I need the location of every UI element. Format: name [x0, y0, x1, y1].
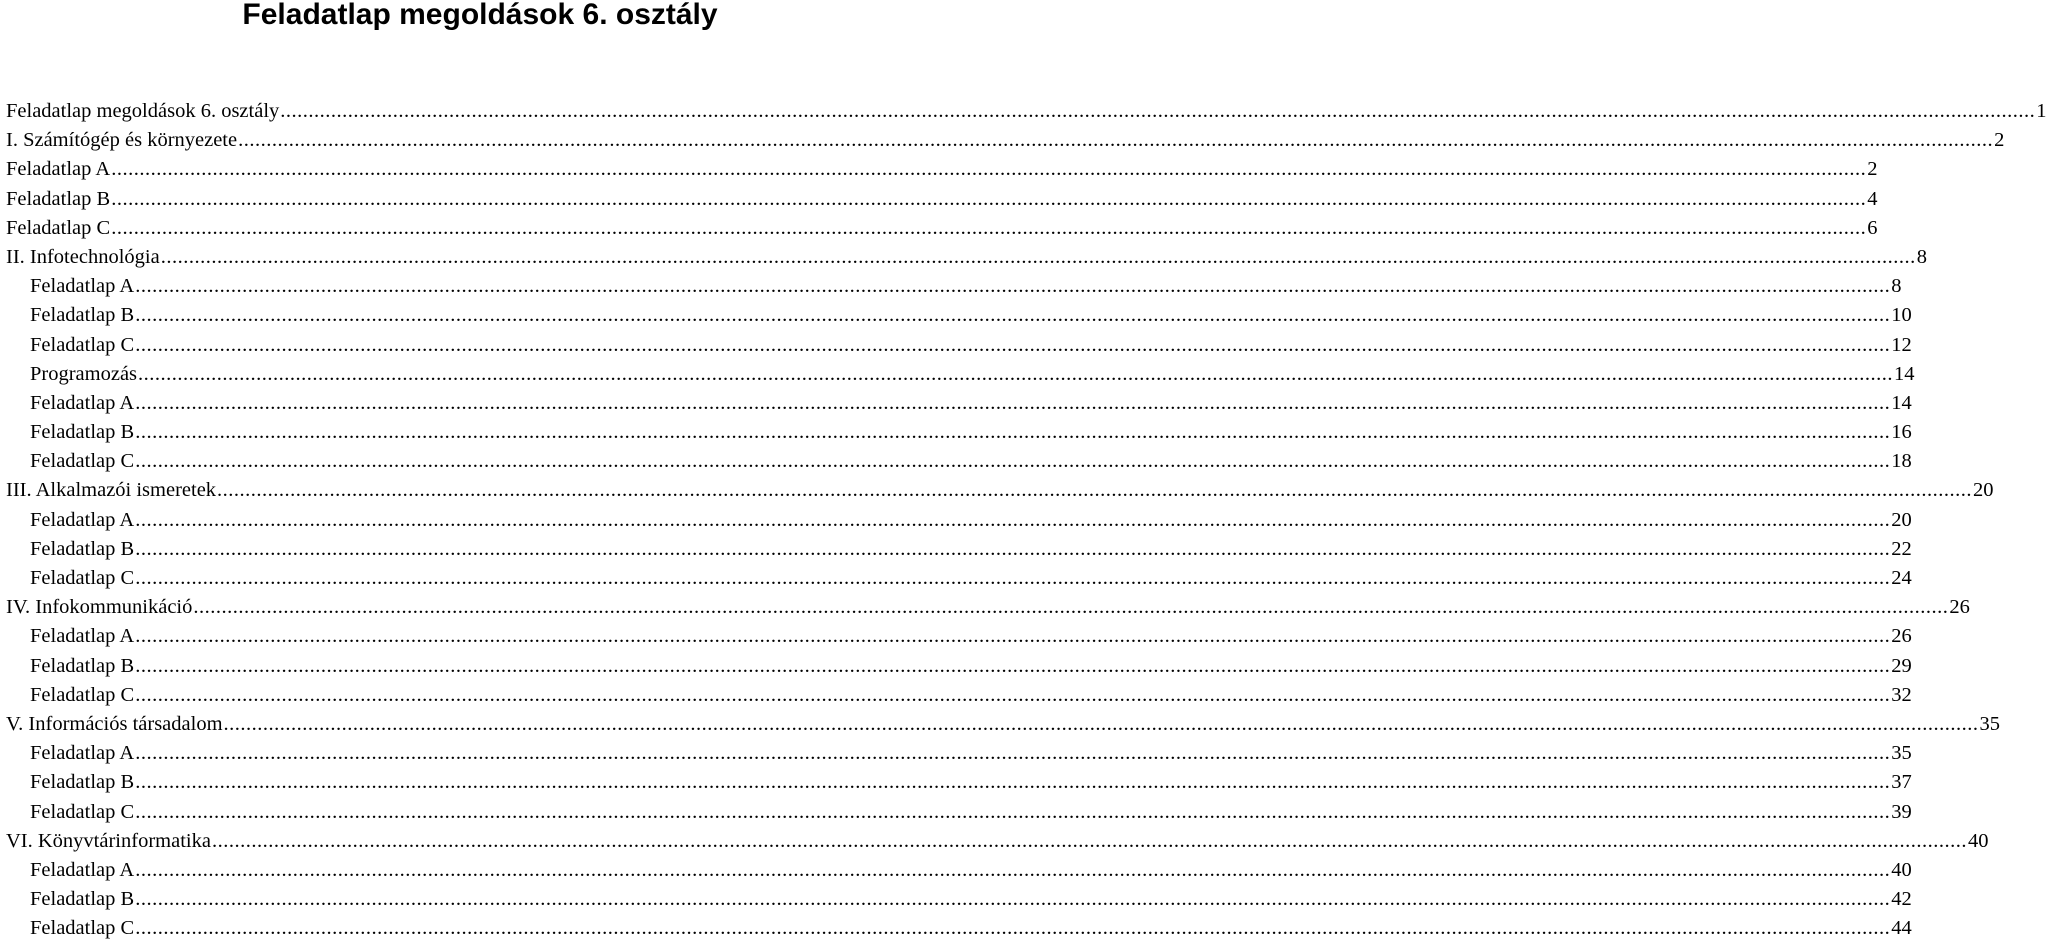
toc-entry-page-number: 1	[2036, 100, 2047, 122]
toc-entry-page-number: 39	[1891, 800, 1912, 823]
toc-entry[interactable]	[6, 856, 1912, 885]
toc-entry[interactable]	[6, 126, 2005, 155]
page-title: Feladatlap megoldások 6. osztály	[242, 0, 718, 31]
toc-entry-label: Feladatlap A	[30, 858, 135, 881]
toc-dot-leader	[193, 593, 1948, 622]
toc-entry-label: Feladatlap A	[30, 391, 135, 414]
toc-entry-page-number: 44	[1891, 917, 1912, 940]
toc-entry-label: Feladatlap A	[30, 625, 135, 648]
toc-entry-page-number: 18	[1891, 450, 1912, 473]
toc-entry[interactable]	[6, 331, 1912, 360]
toc-entry-label: Feladatlap C	[30, 917, 135, 940]
toc-entry-label: Feladatlap C	[30, 450, 135, 473]
toc-entry[interactable]	[6, 798, 1912, 827]
toc-dot-leader	[135, 885, 1890, 914]
toc-entry[interactable]	[6, 301, 1912, 330]
toc-entry-page-number: 2	[1994, 129, 2005, 152]
toc-entry[interactable]	[6, 476, 1994, 505]
toc-entry-page-number: 16	[1891, 421, 1912, 444]
toc-entry-page-number: 12	[1891, 333, 1912, 356]
toc-entry-label: I. Számítógép és környezete	[6, 129, 238, 152]
toc-entry-label: V. Információs társadalom	[6, 712, 223, 735]
toc-dot-leader	[135, 652, 1890, 681]
toc-entry-label: Feladatlap A	[6, 158, 111, 181]
toc-dot-leader	[135, 447, 1890, 476]
toc-entry-page-number: 6	[1867, 216, 1878, 239]
toc-entry-label: Feladatlap C	[30, 683, 135, 706]
toc-dot-leader	[135, 739, 1890, 768]
toc-entry-page-number: 26	[1949, 596, 1970, 619]
toc-dot-leader	[161, 243, 1916, 272]
toc-dot-leader	[135, 856, 1890, 885]
toc-entry-page-number: 35	[1979, 712, 2001, 735]
toc-entry-label: VI. Könyvtárinformatika	[6, 829, 211, 852]
toc-entry[interactable]	[6, 768, 1912, 797]
toc-entry-label: Feladatlap B	[30, 537, 135, 560]
toc-entry-page-number: 8	[1891, 275, 1902, 298]
table-of-contents	[6, 97, 2047, 943]
toc-entry-page-number: 37	[1891, 771, 1912, 794]
toc-entry-page-number: 32	[1891, 683, 1912, 706]
toc-dot-leader	[135, 768, 1890, 797]
toc-entry-label: Feladatlap C	[30, 800, 135, 823]
toc-entry-label: Feladatlap A	[30, 275, 135, 298]
toc-entry-label: Feladatlap B	[30, 421, 135, 444]
toc-dot-leader	[280, 97, 2035, 126]
toc-entry[interactable]	[6, 418, 1912, 447]
toc-dot-leader	[212, 827, 1967, 856]
toc-dot-leader	[111, 155, 1866, 184]
toc-entry[interactable]	[6, 389, 1912, 418]
toc-entry[interactable]	[6, 360, 1915, 389]
toc-dot-leader	[135, 914, 1890, 943]
toc-entry-label: II. Infotechnológia	[6, 245, 160, 268]
toc-dot-leader	[111, 185, 1866, 214]
toc-entry-label: Feladatlap B	[30, 771, 135, 794]
toc-entry[interactable]	[6, 593, 1970, 622]
toc-entry-page-number: 20	[1891, 508, 1912, 531]
toc-entry-page-number: 35	[1891, 742, 1912, 765]
toc-entry[interactable]	[6, 622, 1912, 651]
toc-entry-page-number: 14	[1891, 391, 1912, 414]
toc-dot-leader	[217, 476, 1972, 505]
toc-entry-label: Feladatlap B	[30, 888, 135, 911]
toc-dot-leader	[135, 681, 1890, 710]
toc-entry-page-number: 40	[1967, 829, 1989, 852]
toc-dot-leader	[224, 710, 1979, 739]
toc-entry-page-number: 29	[1891, 654, 1912, 677]
toc-entry-label: Feladatlap B	[6, 187, 111, 210]
toc-dot-leader	[138, 360, 1893, 389]
toc-entry[interactable]	[6, 272, 1902, 301]
toc-entry[interactable]	[6, 97, 2047, 126]
toc-dot-leader	[135, 331, 1890, 360]
toc-entry-page-number: 40	[1891, 858, 1912, 881]
toc-entry[interactable]	[6, 914, 1912, 943]
toc-entry-label: Feladatlap B	[30, 304, 135, 327]
toc-entry-page-number: 20	[1973, 479, 1994, 502]
toc-entry[interactable]	[6, 710, 2001, 739]
toc-entry-page-number: 8	[1916, 245, 1927, 268]
toc-entry-page-number: 24	[1891, 567, 1912, 589]
toc-entry-label: Feladatlap C	[6, 216, 111, 239]
toc-dot-leader	[111, 214, 1866, 243]
toc-dot-leader	[135, 389, 1890, 418]
toc-entry-page-number: 2	[1867, 158, 1878, 181]
toc-entry-page-number: 22	[1891, 537, 1912, 560]
toc-dot-leader	[135, 622, 1890, 651]
toc-entry[interactable]	[6, 155, 1878, 184]
toc-dot-leader	[135, 418, 1890, 447]
toc-entry-label: Feladatlap B	[30, 654, 135, 677]
toc-entry-page-number: 4	[1867, 187, 1878, 210]
toc-dot-leader	[135, 506, 1890, 535]
toc-entry-label: Feladatlap A	[30, 508, 135, 531]
toc-entry-label: Feladatlap C	[30, 333, 135, 356]
toc-entry[interactable]	[6, 506, 1912, 535]
toc-dot-leader	[135, 535, 1890, 564]
toc-entry[interactable]	[6, 535, 1912, 564]
toc-entry[interactable]	[6, 681, 1912, 710]
toc-entry-label: Feladatlap megoldások 6. osztály	[6, 100, 280, 122]
toc-entry[interactable]	[6, 739, 1912, 768]
toc-entry-page-number: 42	[1891, 888, 1912, 911]
toc-entry-label: Feladatlap A	[30, 742, 135, 765]
toc-entry-page-number: 14	[1894, 362, 1915, 385]
toc-entry[interactable]	[6, 214, 1878, 243]
toc-entry[interactable]	[6, 885, 1912, 914]
toc-entry[interactable]	[6, 652, 1912, 681]
toc-dot-leader	[135, 272, 1890, 301]
toc-dot-leader	[135, 564, 1890, 593]
toc-dot-leader	[135, 301, 1890, 330]
toc-entry[interactable]	[6, 827, 1989, 856]
toc-entry-label: Programozás	[30, 362, 138, 385]
toc-dot-leader	[135, 798, 1890, 827]
toc-entry-label: III. Alkalmazói ismeretek	[6, 479, 217, 502]
toc-entry-page-number: 10	[1891, 304, 1912, 327]
toc-entry-label: Feladatlap C	[30, 567, 135, 589]
toc-entry[interactable]	[6, 243, 1927, 272]
toc-entry-page-number: 26	[1891, 625, 1912, 648]
toc-entry[interactable]	[6, 447, 1912, 476]
toc-dot-leader	[238, 126, 1993, 155]
toc-entry-label: IV. Infokommunikáció	[6, 596, 193, 619]
toc-entry[interactable]	[6, 564, 1912, 593]
toc-entry[interactable]	[6, 185, 1878, 214]
